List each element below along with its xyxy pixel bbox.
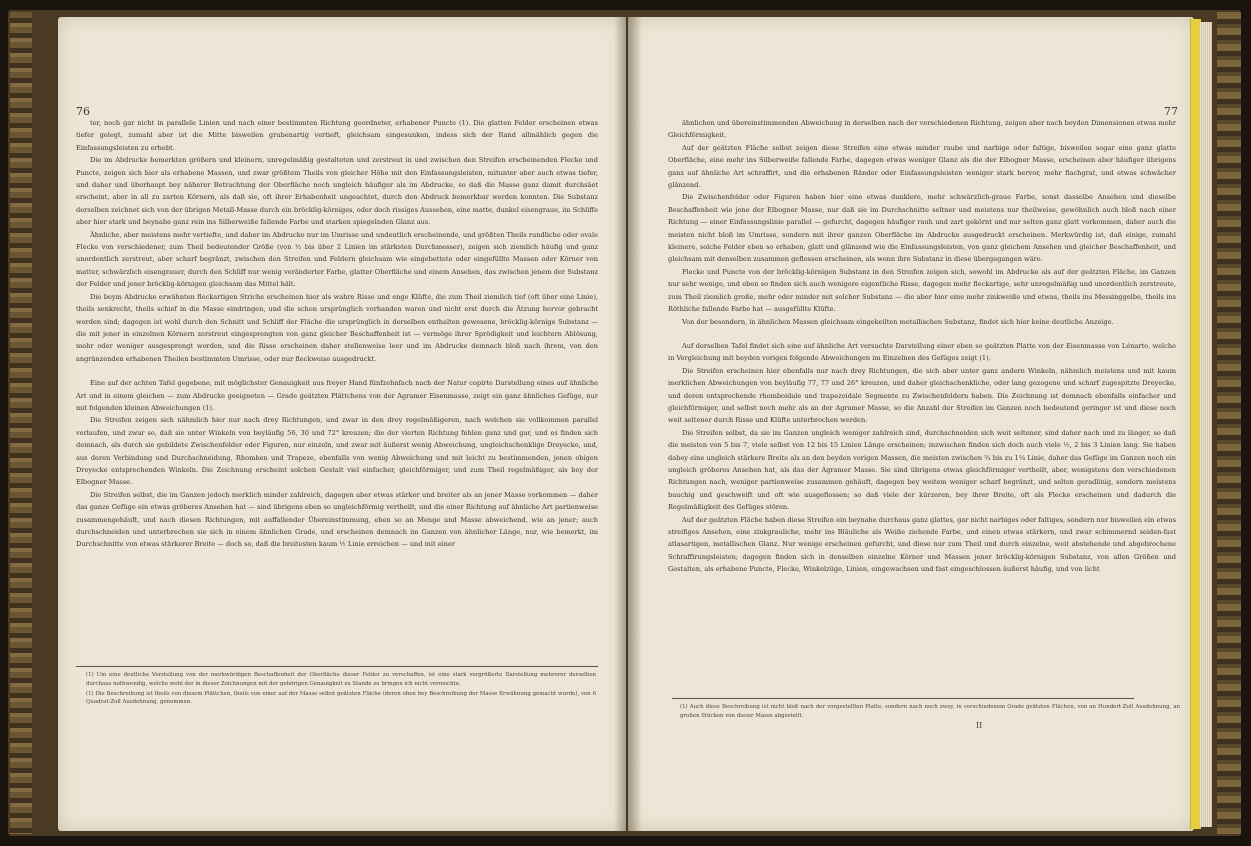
page-number-right: 77 xyxy=(1164,105,1178,118)
paragraph: Auf der geätzten Fläche selbst zeigen diese Streifen eine etwas minder raube und narbige oder faltige, bisweilen sogar eine ganz glatte Oberfläche, eine mehr ins Silberweiße fallende Farbe, dagegen etwas weniger Glanz als die der Elbogner Masse, erscheinen aber häufiger übrigens ganz auf ähnliche Art schraffirt, und die erhabenen Ränder oder Einfassungsleisten weniger stark hervor, mehr flachgrat, und etwas schwächer glänzend. xyxy=(668,143,1176,190)
signature-mark: II xyxy=(976,721,983,730)
paragraph: Die im Abdrucke bemerkten größern und kleinern, unregelmäßig gestalteten und zerstreut in und zwischen den Streifen erscheinenden Flecke und Puncte, zeigen sich hier als erhabene Massen, und zwar größtem Theils von gleicher Höhe mit den Einfassungsleisten, mitunter aber auch etwas tiefer, und daher und überhaupt bey näherer Betrachtung der Oberfläche noch ungleich häufiger als im Abdrucke, so daß die Masse ganz damit durchsäet erscheint, aber in all zu zarten Körnern, als daß sie, oft ihrer Erhabenheit ungeachtet, durch den Abdruck bemerkbar werden konnten. Die Substanz derselben zeichnet sich von der übrigen Metall-Masse durch ein bröcklig-körniges, oder doch rissiges Aussehen, eine matte, dunkel eisengraue, im Schliffe aber hier stark und beynahe ganz rein ins Silberweiße fallende Farbe und starken spiegelnden Glanz aus. xyxy=(76,156,598,227)
footnote: (1) Auch diese Beschreibung ist nicht bloß nach der vorgestellten Platte, sondern nach noch zwey, in verschiedenem Grade geätzten Flächen, von an Hundert-Zoll Ausdehnung, an großen Stücken von dieser Masse abgestellt. xyxy=(680,704,1180,719)
page-stack-edge xyxy=(1200,22,1212,827)
paragraph: Flecke und Puncte von der bröcklig-körnigen Substanz in den Streifen zeigen sich, sowohl im Abdrucke als auf der geätzten Fläche, im Ganzen nur sehr wenige, und eben so finden sich auch wenigere eigentliche Risse, dagegen mehr fleckartige, sehr unregelmäßig und unordentlich zerstreute, zum Theil ziemlich große, mehr oder minder mit solcher Substanz — die aber hier eine mehr zinkweiße und etwas, theils ins Messinggelbe, theils ins Röthliche fallende Farbe hat — ausgefüllte Klüfte. xyxy=(668,267,1176,314)
right-footnotes xyxy=(680,703,1180,722)
paragraph: Auf der geätzten Fläche haben diese Streifen ein beynahe durchaus ganz glattes, gar nicht narbiges oder faltiges, sondern nur bisweilen ein etwas streifiges Ansehen, eine zinkgrauliche, mehr ins Bläuliche als Weiße ziehende Farbe, und einen etwas stärkern, und zwar schimmernd seiden-fast atlasartigen, metallischen Glanz. Nur wenige erscheinen gefurcht, und diese nur zum Theil und durch einzelne, weit abstehende und abgebrochene Schraffirungsleisten; dagegen finden sich in denselben einzelne Körner und Massen jener bröcklig-körnigen Substanz, von allen Größen und Gestalten, als erhabene Puncte, Flecke, Winkelzüge, Linien, eingewachsen und fast eingeschlossen äußerst häufig, und von licht xyxy=(668,515,1176,574)
book-gutter xyxy=(614,17,642,831)
footnote: (1) Um eine deutliche Vorstellung von der merkwürdigen Beschaffenheit der Oberfläche dieser Felder zu verschaffen, ist eine stark vergrößerte Darstellung mehrerer derselben durchaus nothwendig, welche wohl der in dieser Zeichnungen mit der gehörigen Genauigkeit zu Stande zu bringen ich nicht vermochte. xyxy=(86,672,596,687)
paragraph: Die Streifen selbst, die im Ganzen jedoch merklich minder zahlreich, dagegen aber etwas stärker und breiter als an jener Masse vorkommen — daher das ganze Gefüge ein etwas gröberes Ansehen hat — sind übrigens eben so ungleichförmig vertheilt, und die einer Richtung auf ähnliche Art partienweise zusammengehäuft, und nach diesen Richtungen, mit auffallender Übereinstimmung, eben so an Menge und Masse abweichend, wie an jener; auch durchschneiden und unterbrechen sie sich in einem ähnlichen Grade, und erscheinen demnach im Ganzen von ähnlicher Länge, nur, wie bemerkt, im Durchschnitte von etwas stärkerer Breite — doch so, daß die breitesten kaum ½ Linie erreichen — und mit einer xyxy=(76,490,598,549)
paragraph: Ähnliche, aber meistens mehr vertiefte, und daher im Abdrucke nur im Umrisse und undeutlich erscheinende, und größten Theils rundliche oder ovale Flecke von verschiedener, zum Theil bedeutender Größe (von ½ bis über 2 Linien im stärksten Durchmesser), zeigen sich ziemlich häufig und ganz unordentlich zerstreut, aber scharf begränzt, zwischen den Streifen und Feldern gleichsam wie eingebettete oder eingefüllte Massen oder Körner von matter, schwärzlich eisengrauer, durch den Schliff nur wenig veränderter Farbe, glatter Oberfläche und einem Ansehen, das zwischen jenem der Substanz der Felder und jener bröcklig-körnigen gleichsam das Mittel hält. xyxy=(76,230,598,289)
paragraph: Die Streifen selbst, da sie im Ganzen ungleich weniger zahlreich sind, durchschneiden sich weit seltener, sind daher nach und zu länger, so daß die meisten von 5 bis 7, viele selbst von 12 bis 15 Linien Länge erscheinen; inzwischen finden sich doch auch viele ½, 2 bis 3 Linien lang. Sie haben dabey eine ungleich stärkere Breite als an den beyden vorigen Massen, die meisten zwischen ¾ bis zu 1¼ Linie, daher das Gefüge im Ganzen noch ein ungleich gröberes Ansehen hat, als das der Agramer Masse. Sie sind übrigens etwas gleichförmiger vertheilt, aber, wenigstens den verschiedenen Richtungen nach, weniger partienweise zusammen gehäuft, dagegen bey weitem weniger scharf begränzt, und selten geradlinig, sondern meistens bauchig und geschweift und oft wie ausgeflossen; so daß viele der kürzeren, bey ihrer Breite, oft als Flecke erscheinen und dadurch die Regelmäßigkeit des Gefüges stören. xyxy=(668,428,1176,512)
footnote: (1) Die Beschreibung ist theils von diesem Plättchen, theils von einer auf der Masse selbst geätzten Fläche (deren oben bey Beschreibung der Masse Erwähnung gemacht wurde), von 6 Quadrat-Zoll Ausdehnung, genommen. xyxy=(86,690,596,706)
left-footnotes xyxy=(86,671,596,708)
paragraph: Von der besondern, in ähnlichen Massen gleichsam eingekeilten metallischen Substanz, findet sich hier keine deutliche Anzeige. xyxy=(682,317,1114,326)
paragraph: Die Zwischenfelder oder Figuren haben hier eine etwas dunklere, mehr schwärzlich-graue Farbe, sonst dasselbe Ansehen und dieselbe Beschaffenheit wie jene der Elbogner Masse, nur daß sie im Durchschnitte seltner und meistens nur theilweise, gewöhnlich auch bloß nach einer Richtung — einer Einfassungslinie parallel — gefurcht, dagegen häufiger rauh und zart gekörnt und nur selten ganz glatt vorkommen, daher auch die meisten nicht bloß im Umrisse, sondern mit ihrer ganzen Oberfläche im Abdrucke ausgedruckt erscheinen. Merkwürdig ist, daß einige, zumahl kleinere, solche Felder eben so erhaben, glatt und glänzend wie die Einfassungsleisten, von ganz gleichem Ansehen und gleicher Beschaffenheit, und gleichsam mit denselben zusammen geflossen erscheinen, als wenn ihre Substanz in diese übergegangen wäre. xyxy=(668,193,1176,264)
cover-edge-left xyxy=(10,12,32,834)
paragraph: ter, noch gar nicht in parallele Linien und nach einer bestimmten Richtung geordneter, erhabener Puncte (1). Die glatten Felder erscheinen etwas tiefer gelegt, zumahl aber ist die Mitte bisweilen grubenartig vertieft, gleichsam eingesunken, indess sich der Rand allmählich gegen die Einfassungsleisten zu erhebt. xyxy=(76,119,598,152)
left-page-body xyxy=(76,117,598,551)
paragraph: Eine auf der achten Tafel gegebene, mit möglichster Genauigkeit aus freyer Hand fünfzehnfach nach der Natur copirte Darstellung eines auf ähnliche Art und in einem gleichen — zum Abdrucke geeigneten — Grade geätzten Plättchens von der Agramer Eisenmasse, zeigt ein ganz ähnliches Gefüge, nur mit folgenden kleinen Abweichungen (1). xyxy=(76,379,598,412)
paragraph: ähnlichen und übereinstimmenden Abweichung in derselben nach der verschiedenen Richtung, zeigen aber nach beyden Dimensionen etwas mehr Gleichförmigkeit. xyxy=(668,119,1176,140)
page-number-left: 76 xyxy=(76,105,90,118)
paragraph: Die Streifen zeigen sich nähmlich hier nur nach drey Richtungen, und zwar in den drey regelmäßigeren, nach welchen sie vollkommen parallel verlaufen, und zwar so, daß sie unter Winkeln von beyläufig 56, 30 und 72° kreuzen; die der vierten Richtung fehlen ganz und gar, und es finden sich demnach, als durch sie gebildete Zwischenfelder oder Figuren, nur einzeln, und zwar mit äußerst wenig Abweichung, ungleichschenklige Dreyecke, und, aus deren Verbindung und Durchschneidung, Rhomben und Trapeze, ebenfalls von wenig Abweichung und mit leicht zu bestimmenden, jenen obigen Dreyecke entsprechenden Winkeln. Die Zeichnung erscheint solchen Gestalt viel einfacher, gleichförmiger, und zum Theil regelmäßiger, als bey der Elbogner Masse. xyxy=(76,416,598,487)
paragraph: Auf derselben Tafel findet sich eine auf ähnliche Art versuchte Darstellung einer eben so geätzten Platte von der Eisenmasse von Lénarto, welche in Vergleichung mit beyden vorigen folgende Abweichungen im Einzelnen des Gefüges zeigt (1). xyxy=(668,341,1176,363)
footnote-divider xyxy=(76,666,598,667)
cover-edge-right xyxy=(1217,12,1241,834)
right-page xyxy=(628,17,1194,831)
paragraph: Die beym Abdrucke erwähnten fleckartigen Striche erscheinen hier als wahre Risse und enge Klüfte, die zum Theil ziemlich tief (oft über eine Linie), theils senkrecht, theils schief in die Masse eindringen, und die schon ursprünglich vorhanden waren und nicht erst durch die Ätzung hervor gebracht worden sind; dagegen ist wohl durch den Schnitt und Schliff der Fläche die ursprünglich in derselben enthalten gewesene, bröcklig-körnige Substanz — die mit jener in einzelnen Körnern zerstreut eingesprengten von ganz gleicher Beschaffenheit ist — vermöge ihrer Sprödigkeit und leichtern Ablösung, mehr oder weniger ausgesprengt worden, und die Risse erscheinen daher stellenweise leer und im Abdrucke demnach bloß nach ihrem, von den angränzenden erhabenen Theilen bestimmten Umrisse, oder nur fleckweise ausgedruckt. xyxy=(76,292,598,363)
paragraph: Die Streifen erscheinen hier ebenfalls nur nach drey Richtungen, die sich aber unter ganz andern Winkeln, nähmlich meistens und mit kaum merklichen Abweichungen von beyläufig 77, 77 und 26° kreuzen, und daher gleichschenkliche, oder lang gezogene und scharf zugespitzte Dreyecke, und deren entsprechende rhomboidale und trapezoidale Segmente zu Zwischenfeldern haben. Die Zeichnung ist demnach ebenfalls einfacher und gleichförmiger, und selbst noch mehr als an der Agramer Masse, so die Anzahl der Streifen im Ganzen noch bedeutend geringer ist und diese noch weit seltener durch Risse und Klüfte unterbrochen werden. xyxy=(668,366,1176,425)
left-page xyxy=(58,17,626,831)
right-page-body xyxy=(668,117,1176,576)
footnote-divider xyxy=(672,698,1134,699)
